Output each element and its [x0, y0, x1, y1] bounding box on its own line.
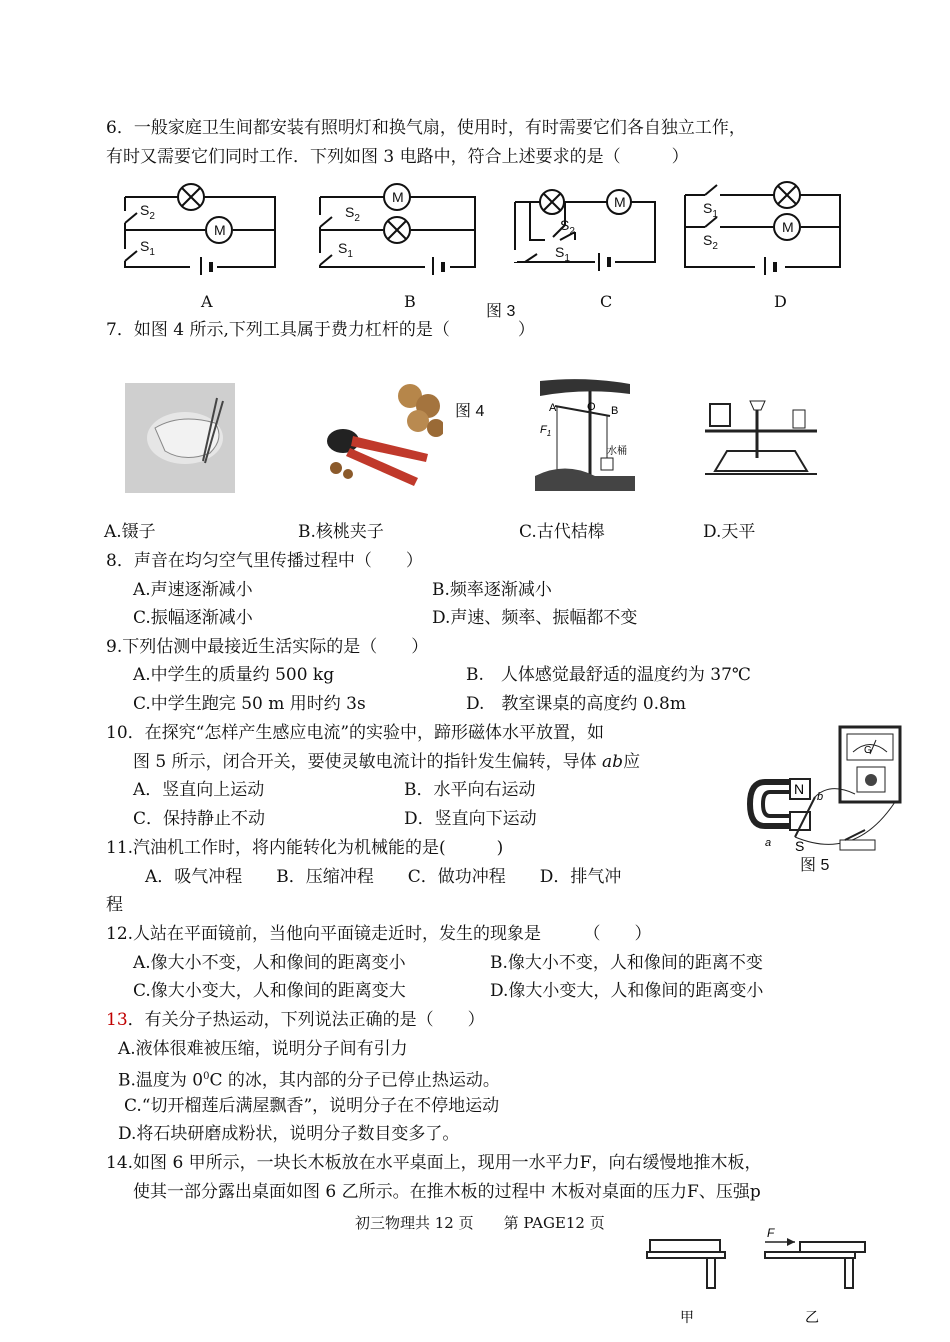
- q7-stem: 7．如图 4 所示,下列工具属于费力杠杆的是（ ）: [106, 320, 535, 340]
- switch-label: $S_1$: [555, 244, 570, 264]
- q10-stem-line2: 图 5 所示，闭合开关，要使灵敏电流计的指针发生偏转，导体 ab应: [133, 752, 641, 772]
- q6-stem-line1: 6．一般家庭卫生间都安装有照明灯和换气扇，使用时，有时需要它们各自独立工作，: [106, 118, 746, 138]
- q7-opt-a: A.镊子: [104, 522, 156, 542]
- switch-label: $S_2$: [560, 217, 575, 237]
- q13-opt-c: C.“切开榴莲后满屋飘香”，说明分子在不停地运动: [124, 1096, 500, 1116]
- figure-3-caption: 图 3: [486, 303, 516, 320]
- q9-stem: 9.下列估测中最接近生活实际的是（ ）: [106, 637, 429, 657]
- switch-label: $S_1$: [338, 240, 353, 260]
- q12-opt-b: B.像大小不变，人和像间的距离不变: [490, 953, 763, 973]
- q8-stem: 8．声音在均匀空气里传播过程中（ ）: [106, 551, 423, 571]
- q7-opt-d: D.天平: [703, 522, 756, 542]
- q10-opt-a: A．竖直向上运动: [133, 780, 265, 800]
- circuit-b-label: B: [404, 292, 416, 311]
- well-sweep-drawing: [535, 376, 635, 491]
- q6-stem-line2: 有时又需要它们同时工作．下列如图 3 电路中，符合上述要求的是（ ）: [106, 147, 689, 167]
- switch-label: $S_2$: [703, 232, 718, 252]
- figure-5-caption: 图 5: [800, 857, 830, 874]
- q14-stem-line1: 14.如图 6 甲所示，一块长木板放在水平桌面上，现用一水平力F，向右缓慢地推木板，: [106, 1153, 762, 1173]
- circuit-a: [125, 184, 275, 275]
- figure-6-yi: 乙: [805, 1309, 819, 1325]
- q10-stem-line1: 10．在探究“怎样产生感应电流”的实验中，蹄形磁体水平放置，如: [106, 723, 605, 743]
- q9-opt-d: D. 教室课桌的高度约 0.8m: [466, 694, 686, 714]
- q8-opt-d: D.声速、频率、振幅都不变: [432, 608, 638, 628]
- q11-options: A．吸气冲程 B．压缩冲程 C．做功冲程 D．排气冲: [145, 867, 622, 887]
- balance-drawing: [705, 396, 817, 478]
- nutcracker-photo: [318, 376, 443, 491]
- force-label: F: [767, 1226, 775, 1240]
- q9-opt-c: C.中学生跑完 50 m 用时约 3s: [133, 694, 366, 714]
- q13-opt-d: D.将石块研磨成粉状，说明分子数目变多了。: [118, 1124, 460, 1144]
- q12-opt-d: D.像大小变大，人和像间的距离变小: [490, 981, 764, 1001]
- figure-6-jia: 甲: [680, 1309, 694, 1325]
- switch-label: $S_2$: [140, 202, 155, 222]
- q8-opt-b: B.频率逐渐减小: [432, 580, 552, 600]
- circuit-diagrams: [105, 175, 865, 275]
- q13-stem: 13．有关分子热运动，下列说法正确的是（ ）: [106, 1010, 485, 1030]
- svg-text:水桶: 水桶: [607, 446, 627, 457]
- q12-stem: 12.人站在平面镜前，当他向平面镜走近时，发生的现象是 （ ）: [106, 924, 652, 944]
- q8-opt-a: A.声速逐渐减小: [133, 580, 253, 600]
- svg-text:O: O: [587, 401, 596, 413]
- motor-label: M: [214, 222, 226, 238]
- q13-opt-b: B.温度为 $0^0C$ 的冰，其内部的分子已停止热运动。: [118, 1070, 500, 1091]
- svg-text:G: G: [864, 745, 872, 756]
- motor-label: M: [614, 194, 626, 210]
- circuit-c: [515, 190, 655, 271]
- motor-label: M: [782, 219, 794, 235]
- q9-opt-b: B. 人体感觉最舒适的温度约为 37℃: [466, 665, 751, 685]
- q7-opt-b: B.核桃夹子: [298, 522, 384, 542]
- svg-text:B: B: [611, 405, 619, 417]
- switch-label: $S_2$: [345, 204, 360, 224]
- tweezers-photo: [125, 383, 235, 493]
- circuit-c-label: C: [600, 292, 613, 311]
- q9-opt-a: A.中学生的质量约 500 kg: [133, 665, 335, 685]
- circuit-d: [685, 182, 840, 275]
- circuit-d-label: D: [774, 292, 787, 311]
- q13-opt-a: A.液体很难被压缩，说明分子间有引力: [118, 1039, 408, 1059]
- svg-text:N: N: [794, 781, 805, 797]
- q13-number: 13: [106, 1010, 128, 1030]
- q12-opt-a: A.像大小不变，人和像间的距离变小: [133, 953, 406, 973]
- circuit-a-label: A: [201, 292, 213, 311]
- q7-opt-c: C.古代桔槔: [519, 522, 605, 542]
- switch-label: $S_1$: [703, 200, 718, 220]
- svg-text:F1: $F_1$: [540, 424, 552, 438]
- q11-options-wrap: 程: [106, 895, 123, 915]
- q10-opt-d: D．竖直向下运动: [404, 809, 537, 829]
- q10-ab: ab: [602, 752, 624, 772]
- q14-stem-line2: 使其一部分露出桌面如图 6 乙所示。在推木板的过程中 木板对桌面的压力F、压强p: [133, 1182, 761, 1202]
- q10-opt-b: B．水平向右运动: [404, 780, 536, 800]
- q12-opt-c: C.像大小变大，人和像间的距离变大: [133, 981, 406, 1001]
- svg-text:S: S: [795, 838, 805, 854]
- page-footer: 初三物理共 12 页 第 PAGE12 页: [355, 1214, 605, 1232]
- svg-text:b: b: [817, 791, 824, 803]
- svg-text:A: A: [549, 402, 557, 414]
- q8-opt-c: C.振幅逐渐减小: [133, 608, 253, 628]
- figure-6-drawing: [645, 1222, 870, 1327]
- q11-stem: 11.汽油机工作时，将内能转化为机械能的是( ): [106, 838, 504, 858]
- q10-opt-c: C．保持静止不动: [133, 809, 266, 829]
- switch-label: $S_1$: [140, 238, 155, 258]
- motor-label: M: [392, 189, 404, 205]
- figure-4-caption: 图 4: [455, 403, 485, 420]
- figure-5-drawing: [745, 722, 905, 862]
- svg-text:a: a: [765, 837, 772, 849]
